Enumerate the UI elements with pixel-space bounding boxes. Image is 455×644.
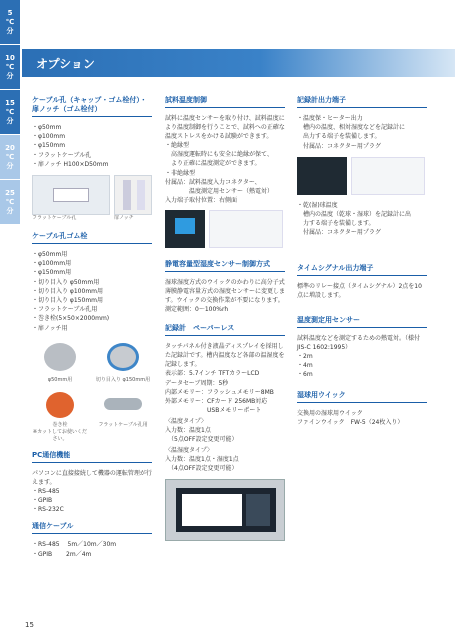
- photo-caption: 扉ノッチ: [114, 215, 134, 222]
- list-item: ・φ150mm: [32, 142, 66, 150]
- terminal-photo: [297, 157, 347, 195]
- list-item: 温度測定用センサー（熱電対）: [165, 188, 274, 196]
- photo-caption: 切り目入り φ150mm用: [95, 376, 151, 383]
- list-item: ・4m: [297, 361, 313, 369]
- list-item: 付属品：コネクター用プラグ: [297, 229, 381, 237]
- type1-title: 〈温度タイプ〉: [165, 418, 207, 426]
- time-signal-description: 標準のリレー接点（タイムシグナル）2点を10点に増設します。: [297, 282, 422, 299]
- sample-temp-list: [165, 141, 285, 205]
- list-item: 内部メモリー：フラッシュメモリー8MB: [165, 388, 274, 396]
- column-2: [165, 96, 285, 541]
- list-item: ・GPIB: [32, 497, 53, 505]
- cable-hole-list: [32, 123, 152, 169]
- list-item: ・非絶縁型: [165, 169, 196, 177]
- photo-caption: 巻き栓 ※カットしてお使いください。: [32, 421, 88, 442]
- side-tabs: [0, 0, 20, 225]
- list-item: 槽内の温度、相対湿度などを記録計に: [297, 124, 406, 132]
- list-item: ・フラットケーブル孔用: [32, 306, 98, 314]
- type2-line: 入力数：温度1点・湿度1点: [165, 456, 239, 464]
- sensor-label-photo: [209, 210, 283, 248]
- terminal-label-photo: [351, 157, 425, 195]
- tab-25[interactable]: 25 ℃ 分: [0, 180, 20, 225]
- flat-cable-hole-photo: [32, 175, 110, 215]
- paperless-spec-list: [165, 369, 285, 415]
- column-3: [297, 96, 427, 427]
- type2-title: 〈温湿度タイプ〉: [165, 447, 213, 455]
- list-item: 付属品：試料温度入力コネクター、: [165, 178, 261, 186]
- flat-cable-plug-photo: [94, 388, 152, 422]
- temp-sensor-description: 試料温度などを測定するための熱電対。（様付 JIS-C 1602:1995）: [297, 334, 427, 351]
- wick-product: ファインウイック FW-5（24枚入り）: [297, 419, 404, 427]
- list-item: 外部メモリー：CFカード 256MB対応: [165, 398, 268, 406]
- list-item: 高湿度運転時にも安全に絶縁が保て、: [165, 151, 273, 159]
- recorder-list-2: [297, 201, 427, 238]
- section-title-paperless: 記録計 ペーパーレス: [165, 324, 285, 336]
- list-item: より正確に温度測定ができます。: [165, 160, 261, 168]
- pc-list: [32, 487, 152, 515]
- list-item: ・切り目入り φ50mm用: [32, 278, 100, 286]
- tab-5[interactable]: 5 ℃ 分: [0, 0, 20, 45]
- static-sensor-range: 測定範囲：0～100%rh: [165, 306, 229, 314]
- list-item: 表示部：5.7インチ TFTカラーLCD: [165, 370, 260, 378]
- slit-plug-photo: [94, 337, 152, 377]
- door-notch-photo: [114, 175, 152, 215]
- tab-10[interactable]: 10 ℃ 分: [0, 45, 20, 90]
- section-title-cable: 通信ケーブル: [32, 522, 152, 534]
- list-item: データセーブ周期：5秒: [165, 379, 229, 387]
- photo-caption: フラットケーブル孔用: [98, 421, 148, 428]
- list-item: ・6m: [297, 371, 313, 379]
- section-title-static-sensor: 静電容量型湿度センサー制御方式: [165, 260, 285, 272]
- wick-description: 交換用の湿球用ウイック: [297, 410, 363, 418]
- type1-line: （5点OFF設定変更可能）: [165, 436, 238, 444]
- sensor-terminal-photo: [165, 210, 205, 248]
- list-item: ・GPIB 2m／4m: [32, 550, 92, 558]
- list-item: ・RS-485: [32, 487, 60, 495]
- tab-20[interactable]: 20 ℃ 分: [0, 135, 20, 180]
- list-item: ・切り目入り φ150mm用: [32, 297, 104, 305]
- column-1: [32, 96, 152, 559]
- list-item: ・2m: [297, 352, 313, 360]
- rubber-plug-list: [32, 250, 152, 333]
- list-item: ・巻き栓(5×50×2000mm): [32, 315, 110, 323]
- section-title-pc: PC通信機能: [32, 451, 152, 463]
- paperless-recorder-photo: [165, 479, 285, 541]
- list-item: ・φ150mm用: [32, 269, 72, 277]
- tab-15[interactable]: 15 ℃ 分: [0, 90, 20, 135]
- list-item: ・乾(湿)球温度: [297, 201, 338, 209]
- paperless-description: タッチパネル付き液晶ディスプレイを採用した記録計です。槽内温度など各部の温湿度を記録します。: [165, 343, 285, 369]
- pc-description: パソコンに直接接続して機器の運転管理が行えます。: [32, 469, 152, 486]
- list-item: 付属品：コネクター用プラグ: [297, 142, 381, 150]
- list-item: ・φ100mm用: [32, 260, 72, 268]
- list-item: ・絶縁型: [165, 142, 190, 149]
- section-title-temp-sensor: 温度測定用センサー: [297, 316, 427, 328]
- temp-sensor-list: [297, 352, 427, 380]
- section-title-cable-hole: ケーブル孔（キャップ・ゴム栓付）・扉ノッチ（ゴム栓付）: [32, 96, 152, 117]
- list-item: ・温度保・ヒーター出力: [297, 115, 363, 122]
- recorder-list-1: [297, 114, 427, 151]
- sample-temp-description: 試料に温度センサーを取り付け、試料温度により温度制御を行うことで、試料への正確な温度ストレスをかける試験ができます。: [165, 115, 285, 140]
- page-number: 15: [25, 621, 34, 629]
- list-item: ・φ50mm用: [32, 251, 68, 259]
- section-title-sample-temp: 試料温度制御: [165, 96, 285, 108]
- list-item: 槽内の温度（乾球・湿球）を記録計に出: [297, 211, 412, 219]
- list-item: USBメモリーポート: [165, 407, 262, 415]
- section-title-time-signal: タイムシグナル出力端子: [297, 264, 427, 276]
- list-item: ・φ50mm: [32, 124, 62, 131]
- list-item: ・RS-485 5m／10m／30m: [32, 541, 117, 549]
- list-item: ・フラットケーブル孔: [32, 151, 92, 159]
- section-title-rubber-plug: ケーブル孔ゴム栓: [32, 232, 152, 244]
- page-title: オプション: [36, 57, 95, 71]
- list-item: ・扉ノッチ用: [32, 324, 68, 332]
- type2-line: （4点OFF設定変更可能）: [165, 465, 238, 473]
- list-item: ・φ100mm: [32, 133, 66, 141]
- list-item: 出力する端子を装備します。: [297, 133, 381, 141]
- rubber-plug-photo: [32, 337, 88, 377]
- roll-plug-photo: [32, 388, 88, 422]
- list-item: ・扉ノッチ H100×D50mm: [32, 160, 109, 168]
- list-item: ・切り目入り φ100mm用: [32, 287, 104, 295]
- photo-caption: φ50mm用: [47, 376, 73, 383]
- section-title-wick: 湿球用ウイック: [297, 391, 427, 403]
- photo-caption: フラットケーブル孔: [32, 215, 77, 222]
- list-item: ・RS-232C: [32, 506, 64, 514]
- list-item: 力する端子を装備します。: [297, 220, 375, 228]
- type1-line: 入力数：温度1点: [165, 427, 211, 435]
- page-header: [22, 49, 455, 77]
- list-item: 入力端子取付位置：右側面: [165, 197, 238, 205]
- cable-list: [32, 540, 152, 558]
- static-sensor-description: 湿球湿度方式のウイックのかわりに高分子式薄膜静電容量方式の湿度センサーに変更します。ウイックの交換作業が不要になります。: [165, 279, 286, 305]
- section-title-recorder-terminal: 記録計出力端子: [297, 96, 427, 108]
